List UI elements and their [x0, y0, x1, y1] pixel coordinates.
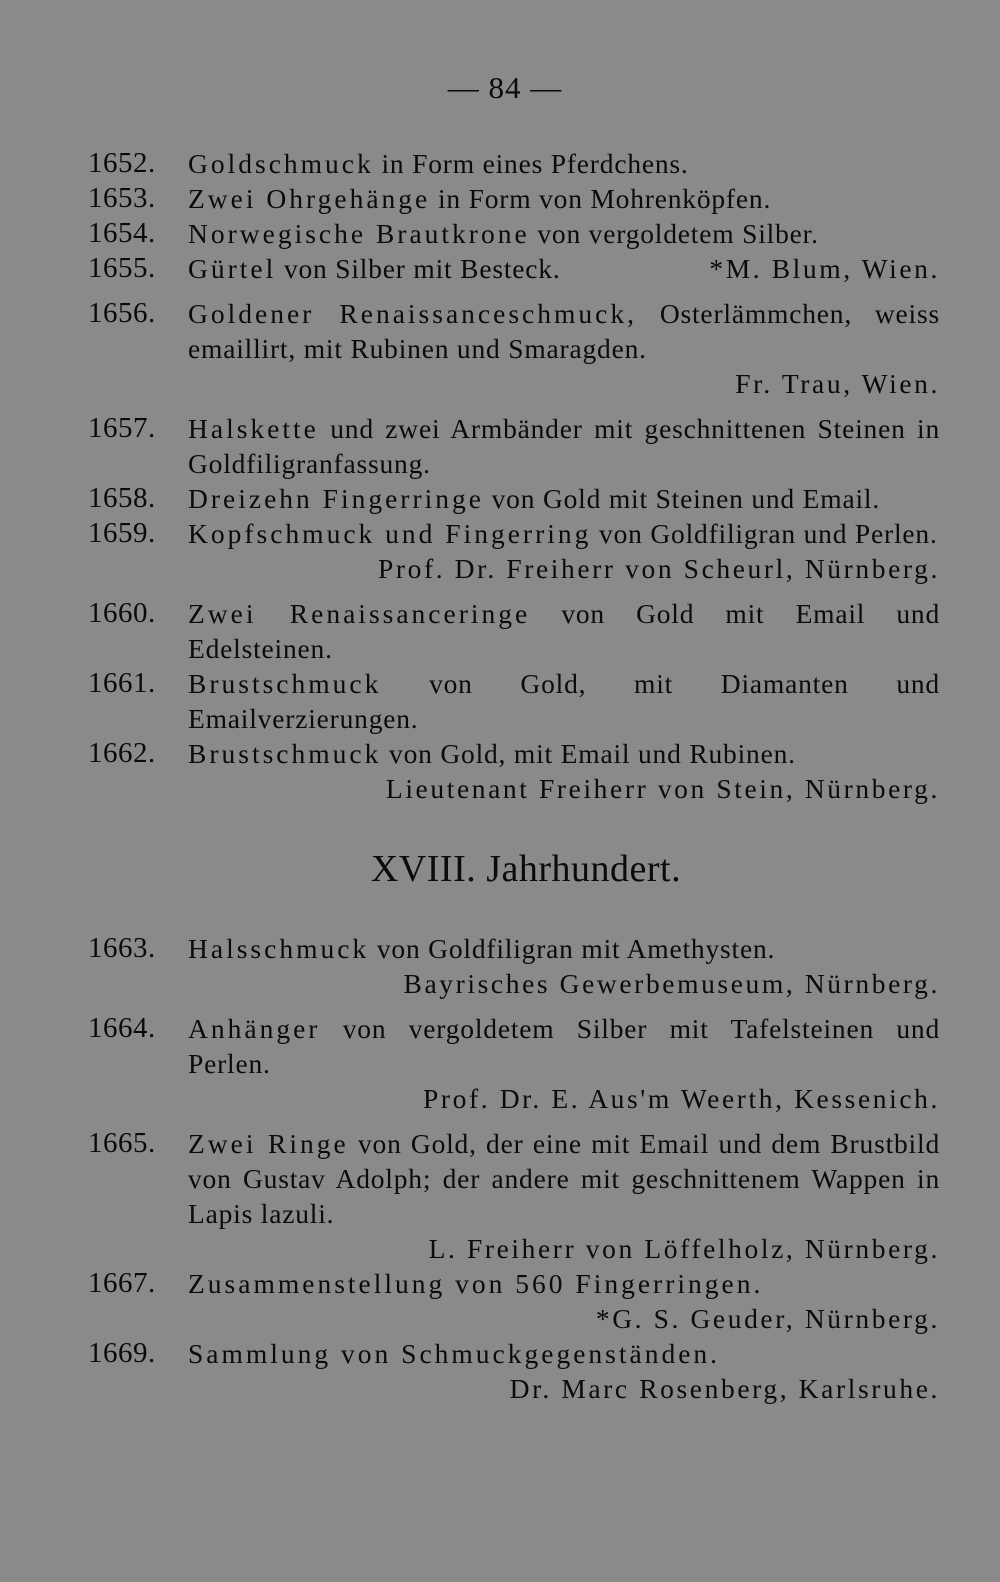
catalog-entry	[88, 516, 940, 586]
catalog-entry	[88, 1126, 940, 1266]
entry-description	[188, 1336, 940, 1371]
entry-body	[188, 216, 940, 251]
entry-number: 1663.	[88, 932, 156, 964]
entry-title: Zwei Renaissanceringe	[188, 598, 531, 629]
entry-body	[188, 516, 940, 586]
catalog-entry	[88, 1011, 940, 1116]
entry-text: von Gold mit Steinen und Email.	[483, 483, 881, 514]
entry-text: von Gold mit Email und Edelsteinen.	[188, 598, 940, 664]
entry-title: Brustschmuck	[188, 738, 382, 769]
catalog-entry	[88, 296, 940, 401]
entry-description	[188, 411, 940, 481]
catalog-entry	[88, 931, 940, 1001]
catalog-entry	[88, 736, 940, 806]
entry-description	[188, 216, 940, 251]
entry-text: von vergoldetem Silber mit Tafelsteinen und Perlen.	[188, 1013, 940, 1079]
entry-lender: *M. Blum, Wien.	[709, 253, 940, 284]
entry-text: von vergoldetem Silber.	[529, 218, 819, 249]
entry-description	[188, 736, 940, 771]
entry-body	[188, 146, 940, 181]
section-heading: XVIII. Jahrhundert.	[370, 848, 682, 890]
entry-number: 1656.	[88, 297, 156, 329]
entry-body	[188, 251, 940, 286]
catalog-entry	[88, 1266, 940, 1336]
entry-lender: *G. S. Geuder, Nürnberg.	[595, 1303, 940, 1334]
entry-number: 1660.	[88, 597, 156, 629]
entry-number: 1653.	[88, 182, 156, 214]
page-number: — 84 —	[447, 70, 563, 105]
entry-number: 1654.	[88, 217, 156, 249]
entry-title: Dreizehn Fingerringe	[188, 483, 484, 514]
entry-title: Anhänger	[188, 1013, 321, 1044]
catalog-entry	[88, 1336, 940, 1406]
entry-number: 1664.	[88, 1012, 156, 1044]
entry-lender: Bayrisches Gewerbemuseum, Nürnberg.	[403, 968, 940, 999]
entry-title: Brustschmuck	[188, 668, 382, 699]
entry-description	[188, 931, 940, 966]
entry-text: von Goldfiligran und Perlen.	[591, 518, 938, 549]
entry-text: von Gold, der eine mit Email und dem Brustbild von Gustav Adolph; der andere mit geschnittenem Wappen in Lapis lazuli.	[188, 1128, 940, 1229]
entry-body	[188, 666, 940, 736]
entry-number: 1665.	[88, 1127, 156, 1159]
entry-description	[188, 296, 940, 366]
entry-text: und zwei Armbänder mit geschnittenen Steinen in Goldfiligranfassung.	[188, 413, 940, 479]
catalog-entry	[88, 251, 940, 286]
entry-number: 1655.	[88, 252, 156, 284]
entry-body	[188, 411, 940, 481]
entry-description	[188, 1126, 940, 1231]
entry-lender: Prof. Dr. E. Aus'm Weerth, Kessenich.	[423, 1083, 940, 1114]
entry-description	[188, 666, 940, 736]
entry-title: Gürtel	[188, 253, 277, 284]
entry-description	[188, 146, 940, 181]
catalog-entry	[88, 481, 940, 516]
entry-title: Zwei Ohrgehänge	[188, 183, 431, 214]
entry-title: Zusammenstellung von 560 Fingerringen.	[188, 1268, 764, 1299]
entry-number: 1661.	[88, 667, 156, 699]
entry-lender: Dr. Marc Rosenberg, Karlsruhe.	[509, 1373, 940, 1404]
entry-title: Goldener Renaissanceschmuck,	[188, 298, 637, 329]
entry-title: Halskette	[188, 413, 319, 444]
entry-title: Sammlung von Schmuckgegenständen.	[188, 1338, 721, 1369]
catalog-entry	[88, 216, 940, 251]
entry-text: von Gold, mit Email und Rubinen.	[381, 738, 796, 769]
entry-text: von Silber mit Besteck.	[276, 253, 561, 284]
entry-lender: Prof. Dr. Freiherr von Scheurl, Nürnberg.	[377, 553, 940, 584]
entry-text: Osterlämmchen, weiss emaillirt, mit Rubinen und Smaragden.	[188, 298, 940, 364]
entry-text: von Gold, mit Diamanten und Emailverzierungen.	[188, 668, 940, 734]
catalog-entries	[88, 146, 940, 1406]
entry-description	[188, 251, 940, 286]
entry-text: in Form eines Pferdchens.	[373, 148, 689, 179]
catalog-entry	[88, 146, 940, 181]
entry-number: 1659.	[88, 517, 156, 549]
entry-text: in Form von Mohrenköpfen.	[430, 183, 772, 214]
entry-description	[188, 481, 940, 516]
entry-title: Halsschmuck	[188, 933, 370, 964]
catalog-entry	[88, 666, 940, 736]
entry-body	[188, 1266, 940, 1336]
entry-lender: Fr. Trau, Wien.	[735, 368, 940, 399]
entry-number: 1652.	[88, 147, 156, 179]
entry-title: Kopfschmuck und Fingerring	[188, 518, 592, 549]
catalog-entry	[88, 596, 940, 666]
entry-body	[188, 481, 940, 516]
entry-description	[188, 1266, 940, 1301]
entry-number: 1658.	[88, 482, 156, 514]
entry-number: 1662.	[88, 737, 156, 769]
entry-description	[188, 181, 940, 216]
entry-body	[188, 736, 940, 806]
entry-body	[188, 596, 940, 666]
entry-lender: L. Freiherr von Löffelholz, Nürnberg.	[428, 1233, 940, 1264]
entry-title: Norwegische Brautkrone	[188, 218, 530, 249]
entry-number: 1657.	[88, 412, 156, 444]
entry-body	[188, 181, 940, 216]
catalog-entry	[88, 181, 940, 216]
entry-title: Goldschmuck	[188, 148, 374, 179]
catalog-entry	[88, 411, 940, 481]
entry-body	[188, 1011, 940, 1116]
entry-number: 1669.	[88, 1337, 156, 1369]
entry-description	[188, 596, 940, 666]
entry-body	[188, 931, 940, 1001]
entry-number: 1667.	[88, 1267, 156, 1299]
entry-lender: Lieutenant Freiherr von Stein, Nürnberg.	[385, 773, 940, 804]
entry-body	[188, 1126, 940, 1266]
entry-description	[188, 516, 940, 551]
entry-description	[188, 1011, 940, 1081]
entry-body	[188, 1336, 940, 1406]
entry-title: Zwei Ringe	[188, 1128, 349, 1159]
entry-body	[188, 296, 940, 401]
entry-text: von Goldfiligran mit Amethysten.	[369, 933, 776, 964]
